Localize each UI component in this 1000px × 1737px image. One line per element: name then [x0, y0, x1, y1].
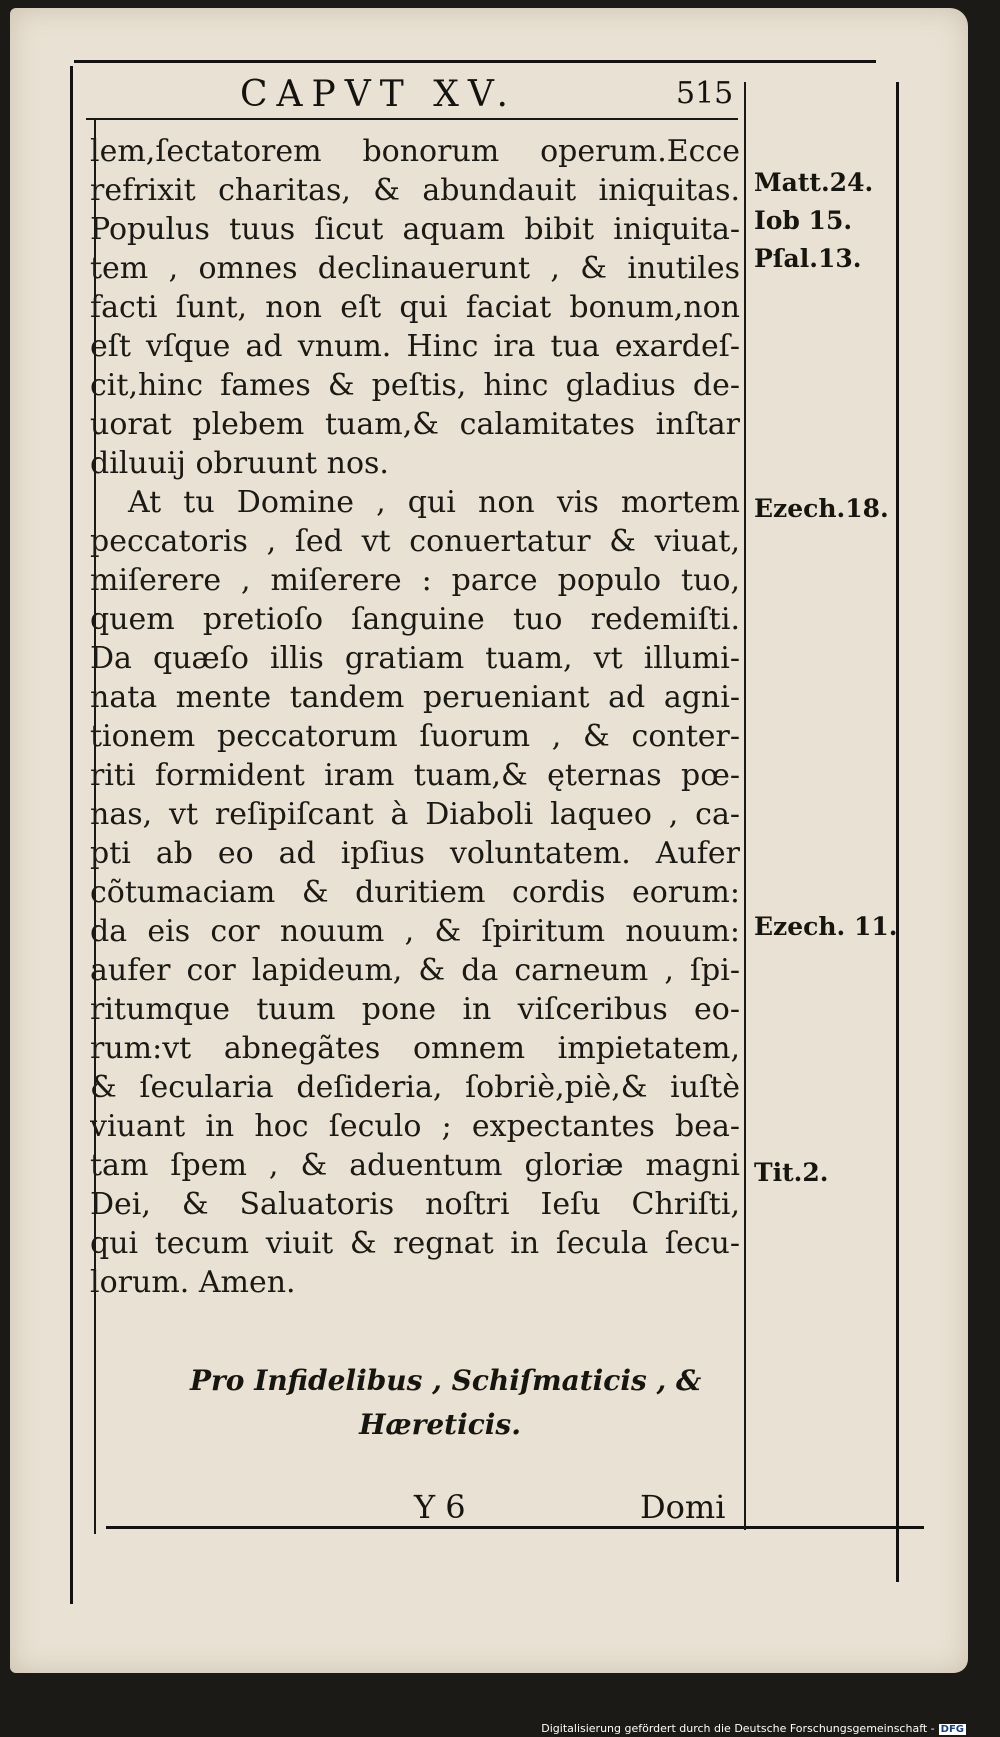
margin-note-ezechiel: Ezech. 11.: [754, 912, 898, 941]
text-line: qui tecum viuit & regnat in ſecula ſecu-: [90, 1226, 740, 1261]
margin-note-job: Iob 15.: [754, 206, 853, 235]
text-line: tam ſpem , & aduentum gloriæ magni: [90, 1148, 740, 1183]
section-heading: Pro Infidelibus , Schiſmaticis , &: [190, 1364, 702, 1397]
header-rule: [86, 118, 738, 120]
section-heading-continued: Hæreticis.: [359, 1408, 521, 1441]
margin-note-ezechiel: Ezech.18.: [754, 494, 889, 523]
text-line: tionem peccatorum ſuorum , & conter-: [90, 719, 740, 754]
digitization-credit: [541, 1722, 966, 1735]
frame-right-rule: [896, 82, 899, 1582]
text-line: da eis cor nouum , & ſpiritum nouum:: [90, 914, 740, 949]
text-line: peccatoris , ſed vt conuertatur & viuat,: [90, 524, 740, 559]
dfg-logo: DFG: [940, 1724, 964, 1735]
body-text: [90, 132, 740, 1302]
signature-mark: Y 6: [414, 1488, 466, 1526]
text-line: At tu Domine , qui non vis mortem: [128, 485, 740, 520]
running-header: CAPVT XV.: [240, 74, 517, 115]
text-line: Da quæſo illis gratiam tuam, vt illumi-: [90, 641, 740, 676]
text-line: tem , omnes declinauerunt , & inutiles: [90, 251, 740, 286]
credit-text: Digitalisierung gefördert durch die Deutsche Forschungsgemeinschaft -: [541, 1722, 935, 1735]
frame-bottom-rule: [106, 1526, 924, 1529]
text-line: refrixit charitas, & abundauit iniquitas.: [90, 173, 740, 208]
text-line: rum:vt abnegãtes omnem impietatem,: [90, 1031, 740, 1066]
margin-note-matthew: Matt.24.: [754, 168, 874, 197]
margin-note-titus: Tit.2.: [754, 1158, 829, 1187]
text-line: eſt vſque ad vnum. Hinc ira tua exardeſ-: [90, 329, 740, 364]
text-line: Dei, & Saluatoris noſtri Ieſu Chriſti,: [90, 1187, 740, 1222]
text-line: riti formident iram tuam,& ęternas pœ-: [90, 758, 740, 793]
text-line: uorat plebem tuam,& calamitates inſtar: [90, 407, 740, 442]
text-line: cõtumaciam & duritiem cordis eorum:: [90, 875, 740, 910]
text-line: nas, vt reſipiſcant à Diaboli laqueo , ca-: [90, 797, 740, 832]
frame-top-rule: [74, 60, 876, 63]
text-line: nata mente tandem perueniant ad agni-: [90, 680, 740, 715]
text-line: ritumque tuum pone in viſceribus eo-: [90, 992, 740, 1027]
text-line: viuant in hoc ſeculo ; expectantes bea-: [90, 1109, 740, 1144]
text-line: lem,ſectatorem bonorum operum.Ecce: [90, 134, 740, 169]
margin-column-rule: [744, 82, 746, 1530]
text-line: pti ab eo ad ipſius voluntatem. Aufer: [90, 836, 740, 871]
page-number: 515: [676, 76, 734, 111]
text-line: quem pretioſo ſanguine tuo redemiſti.: [90, 602, 740, 637]
frame-left-rule: [70, 66, 73, 1604]
text-line: aufer cor lapideum, & da carneum , ſpi-: [90, 953, 740, 988]
text-line: miſerere , miſerere : parce populo tuo,: [90, 563, 740, 598]
margin-note-psalm: Pſal.13.: [754, 244, 862, 273]
text-line: cit,hinc fames & peſtis, hinc gladius de-: [90, 368, 740, 403]
catchword: Domi: [640, 1488, 726, 1526]
text-line: lorum. Amen.: [90, 1265, 296, 1300]
text-line: & ſecularia deſideria, ſobriè,piè,& iuſtè: [90, 1070, 740, 1105]
book-page: [10, 8, 968, 1673]
text-line: Populus tuus ſicut aquam bibit iniquita-: [90, 212, 740, 247]
text-line: facti ſunt, non eſt qui faciat bonum,non: [90, 290, 740, 325]
text-line: diluuij obruunt nos.: [90, 446, 389, 481]
